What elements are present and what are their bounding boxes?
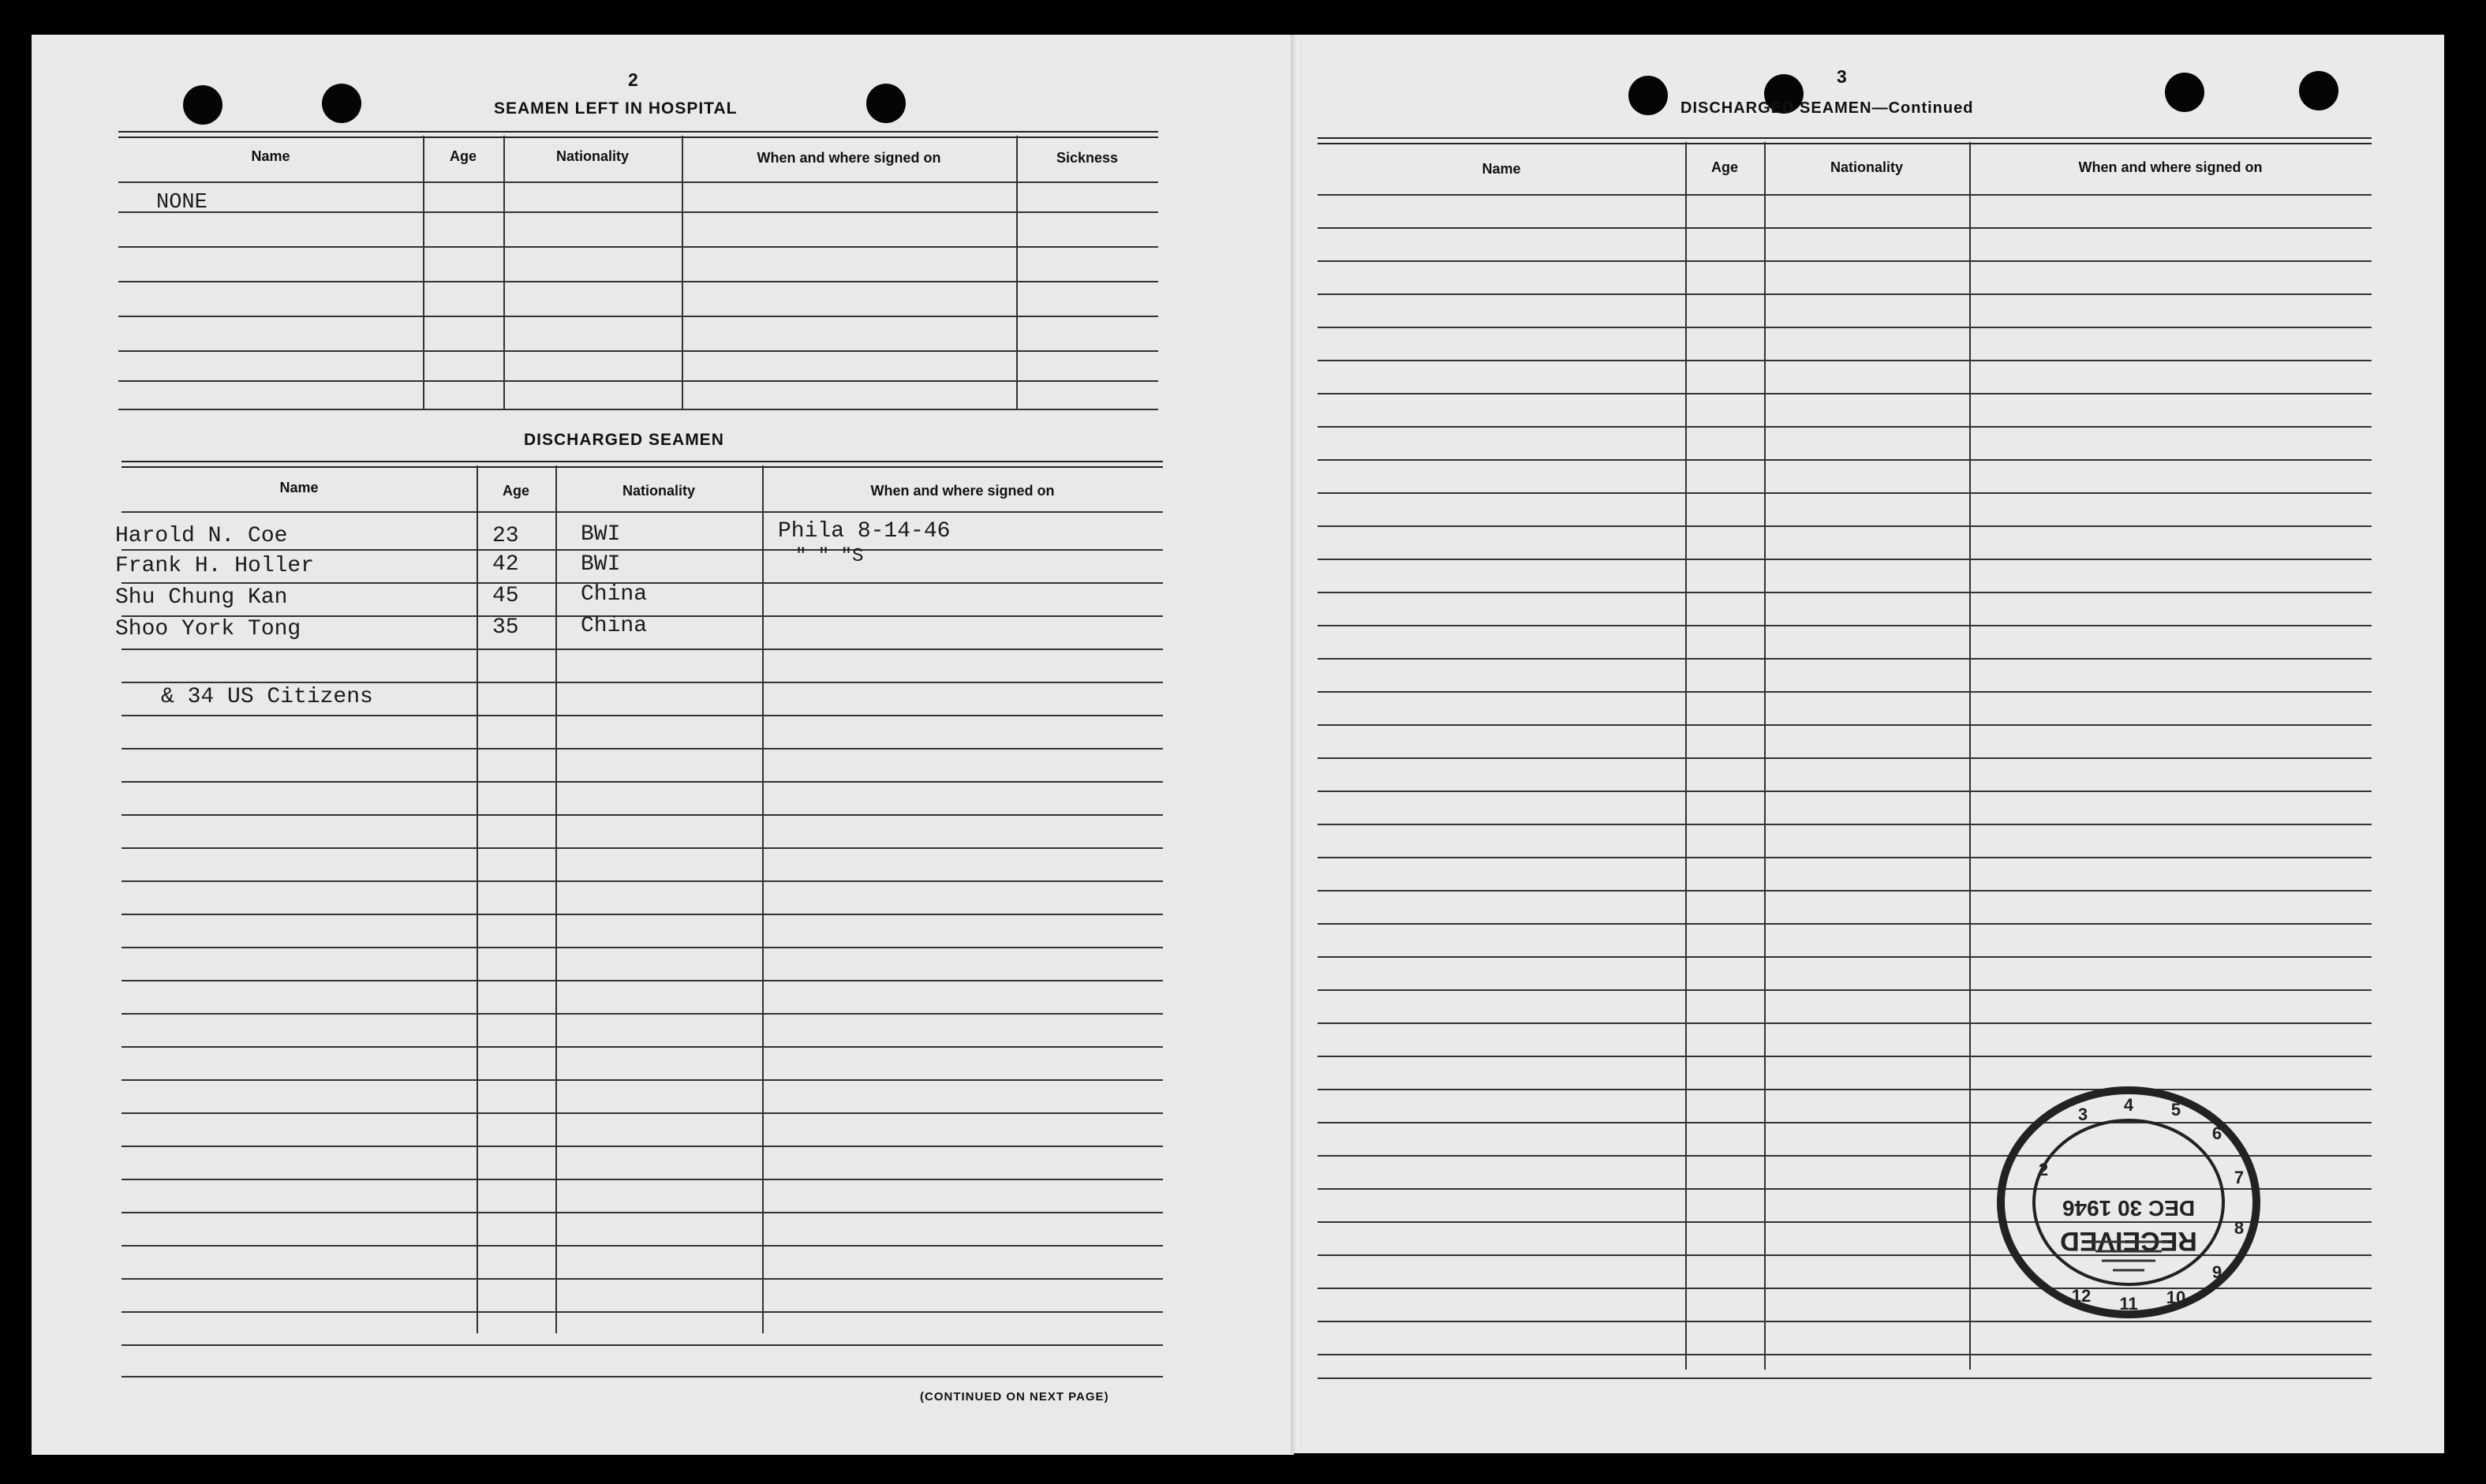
seaman-nationality: China (581, 582, 648, 607)
page-number: 2 (628, 69, 638, 90)
header-sickness: Sickness (1056, 150, 1119, 166)
seaman-name: Shu Chung Kan (115, 585, 288, 610)
seaman-nationality: China (581, 614, 648, 638)
seaman-age: 35 (492, 615, 519, 640)
seaman-name: Shoo York Tong (115, 617, 301, 641)
header-signed-on: When and where signed on (2078, 159, 2263, 175)
continued-footer: (CONTINUED ON NEXT PAGE) (920, 1390, 1109, 1404)
hospital-table (118, 131, 1158, 415)
punch-hole (866, 84, 906, 123)
stamp-number: 10 (2166, 1288, 2186, 1307)
citizens-note: & 34 US Citizens (161, 685, 373, 709)
received-stamp (1994, 1084, 2263, 1321)
header-name: Name (251, 148, 290, 164)
discharged-section-title: DISCHARGED SEAMEN (524, 431, 724, 449)
seaman-age: 42 (492, 552, 519, 577)
hospital-section-title: SEAMEN LEFT IN HOSPITAL (494, 99, 738, 118)
hospital-entry: NONE (156, 191, 207, 215)
stamp-received-text: RECEIVED (2060, 1226, 2197, 1256)
seaman-name: Frank H. Holler (115, 554, 315, 578)
stamp-number: 6 (2211, 1123, 2222, 1143)
stamp-number: 5 (2170, 1100, 2181, 1120)
punch-hole (183, 85, 222, 125)
header-signed-on: When and where signed on (757, 150, 941, 166)
page-number: 3 (1837, 66, 1847, 87)
punch-hole (2299, 71, 2338, 110)
seaman-name: Harold N. Coe (115, 524, 288, 548)
header-nationality: Nationality (622, 483, 695, 499)
seaman-nationality: BWI (581, 522, 621, 547)
punch-hole (322, 84, 361, 123)
seaman-signed-on: Phila 8-14-46 (778, 519, 951, 544)
header-age: Age (449, 148, 477, 164)
stamp-number: 12 (2071, 1286, 2092, 1306)
punch-hole (1628, 76, 1668, 115)
stamp-number: 7 (2234, 1168, 2245, 1187)
seaman-signed-on: " " "S (795, 546, 864, 567)
stamp-number: 2 (2038, 1160, 2049, 1179)
discharged-continued-title: DISCHARGED SEAMEN—Continued (1680, 99, 1974, 117)
header-nationality: Nationality (555, 148, 629, 164)
page-fold (1291, 35, 1302, 1453)
stamp-date: DEC 30 1946 (2062, 1196, 2196, 1220)
seaman-nationality: BWI (581, 552, 621, 577)
punch-hole (2165, 73, 2204, 112)
stamp-number: 4 (2123, 1095, 2134, 1115)
header-nationality: Nationality (1830, 159, 1903, 175)
header-age: Age (1710, 159, 1738, 175)
stamp-number: 11 (2119, 1294, 2138, 1314)
seaman-age: 45 (492, 584, 519, 608)
header-signed-on: When and where signed on (870, 483, 1055, 499)
header-name: Name (1482, 161, 1521, 177)
header-name: Name (279, 480, 319, 495)
seaman-age: 23 (492, 524, 519, 548)
stamp-number: 8 (2234, 1218, 2245, 1238)
stamp-number: 3 (2077, 1105, 2088, 1124)
stamp-number: 9 (2211, 1262, 2222, 1282)
header-age: Age (502, 483, 529, 499)
